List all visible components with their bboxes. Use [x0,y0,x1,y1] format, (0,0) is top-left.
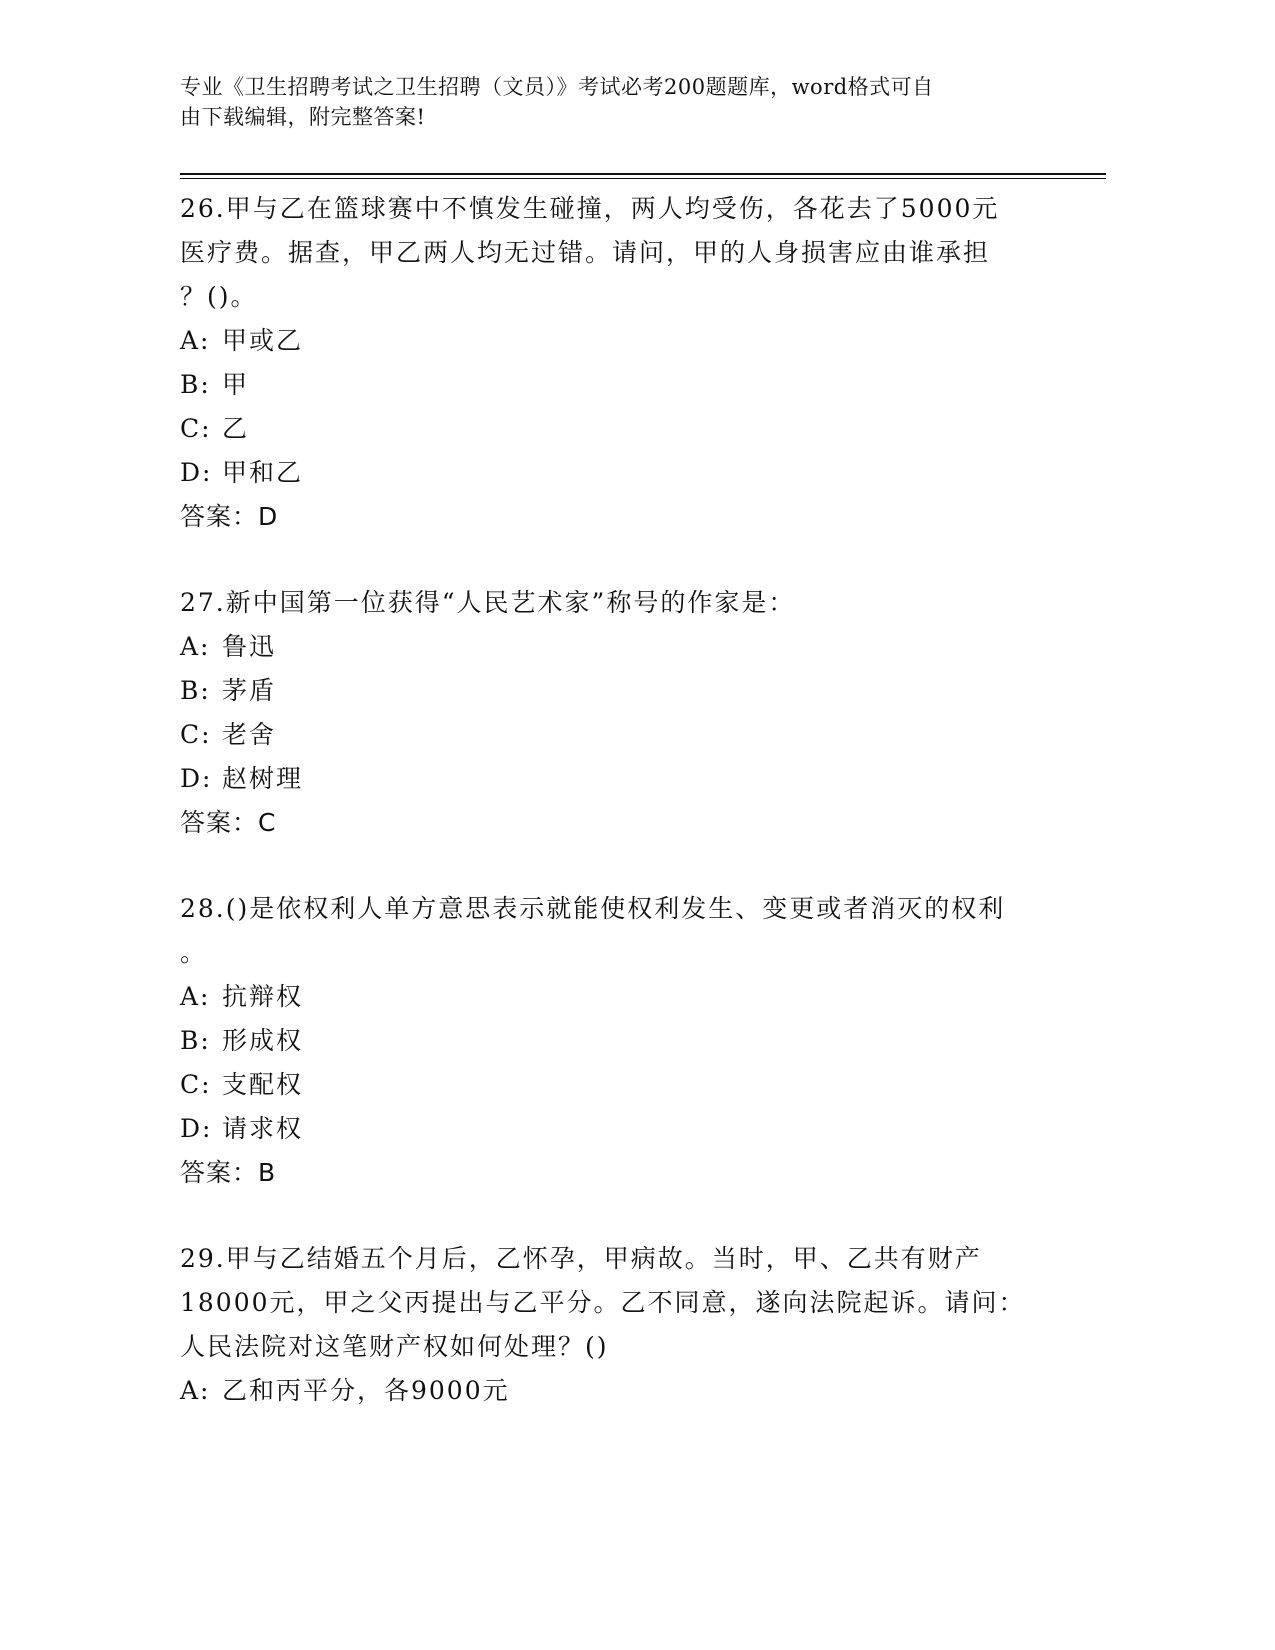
option-text: 乙和丙平分，各9000元 [222,1376,510,1405]
header-divider-thin [180,178,1106,179]
option-a [180,975,1040,1019]
option-key: B: [180,676,211,705]
header-divider-thick [180,173,1106,175]
option-key: D: [180,764,213,793]
question-stem [180,581,1040,625]
answer-line: 答案：B [180,1158,277,1187]
option-text: 抗辩权 [222,982,304,1011]
option-key: D: [180,1114,213,1143]
question-28 [180,887,1040,1195]
question-stem [180,187,1040,319]
option-key: B: [180,370,211,399]
option-text: 请求权 [222,1114,304,1143]
option-key: C: [180,720,212,749]
document-header [180,72,1040,132]
option-text: 老舍 [222,720,277,749]
option-b [180,669,1040,713]
option-c [180,407,1040,451]
option-text: 鲁迅 [222,632,277,661]
option-text: 赵树理 [222,764,304,793]
question-29 [180,1237,1040,1413]
option-b [180,363,1040,407]
option-a [180,625,1040,669]
option-text: 甲或乙 [222,326,304,355]
option-c [180,713,1040,757]
option-a [180,319,1040,363]
header-line-1: 专业《卫生招聘考试之卫生招聘（文员）》考试必考200题题库，word格式可自 [180,75,934,99]
stem-line: 26.甲与乙在篮球赛中不慎发生碰撞，两人均受伤，各花去了5000元 [180,194,1000,223]
option-text: 乙 [222,414,250,443]
stem-line: 人民法院对这笔财产权如何处理？() [180,1332,609,1361]
stem-line: 。 [180,938,208,967]
option-key: C: [180,414,212,443]
header-line-2: 由下载编辑，附完整答案! [180,105,426,129]
question-stem [180,1237,1040,1369]
option-key: B: [180,1026,211,1055]
option-d [180,1107,1040,1151]
option-text: 茅盾 [222,676,277,705]
question-27 [180,581,1040,845]
stem-line: 29.甲与乙结婚五个月后，乙怀孕，甲病故。当时，甲、乙共有财产 [180,1244,982,1273]
option-b [180,1019,1040,1063]
stem-line: 医疗费。据查，甲乙两人均无过错。请问，甲的人身损害应由谁承担 [180,238,991,267]
option-key: A: [180,982,211,1011]
option-key: C: [180,1070,212,1099]
stem-line: 27.新中国第一位获得“人民艺术家”称号的作家是： [180,588,796,617]
option-a [180,1369,1040,1413]
option-c [180,1063,1040,1107]
option-key: A: [180,632,211,661]
question-stem [180,887,1040,975]
option-text: 甲 [222,370,250,399]
option-d [180,451,1040,495]
option-text: 支配权 [222,1070,304,1099]
option-text: 形成权 [222,1026,304,1055]
question-26 [180,187,1040,539]
question-list [180,185,1040,1453]
stem-line: ？()。 [180,282,258,311]
option-d [180,757,1040,801]
option-key: D: [180,458,213,487]
option-text: 甲和乙 [222,458,304,487]
answer-line: 答案：D [180,502,279,531]
stem-line: 18000元，甲之父丙提出与乙平分。乙不同意，遂向法院起诉。请问： [180,1288,1026,1317]
answer-line: 答案：C [180,808,277,837]
option-key: A: [180,1376,211,1405]
option-key: A: [180,326,211,355]
stem-line: 28.()是依权利人单方意思表示就能使权利发生、变更或者消灭的权利 [180,894,1006,923]
